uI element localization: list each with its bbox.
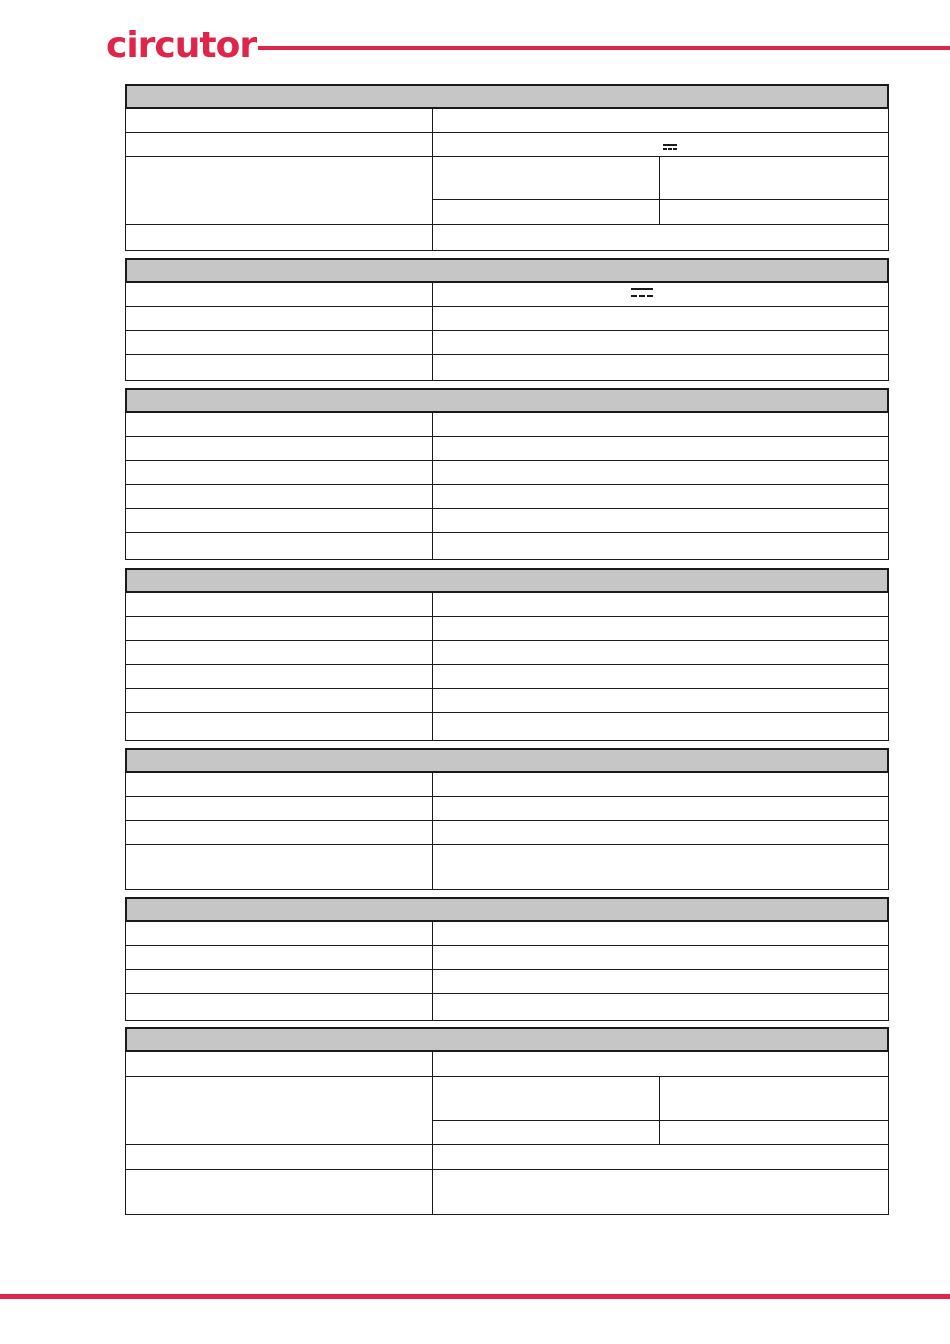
logo-wordmark: circutor bbox=[106, 25, 257, 66]
value-cell bbox=[432, 282, 889, 308]
value-cell bbox=[432, 712, 889, 741]
label-cell bbox=[125, 412, 434, 438]
value-cell bbox=[432, 460, 889, 486]
label-cell bbox=[125, 1169, 434, 1215]
label-cell bbox=[125, 224, 434, 251]
value-cell bbox=[432, 772, 889, 798]
table-section-header bbox=[125, 84, 889, 109]
value-cell-left bbox=[432, 156, 661, 201]
label-cell bbox=[125, 156, 434, 226]
value-cell bbox=[432, 640, 889, 666]
label-cell bbox=[125, 532, 434, 560]
value-cell bbox=[432, 508, 889, 534]
label-cell bbox=[125, 820, 434, 846]
label-cell bbox=[125, 772, 434, 798]
label-cell bbox=[125, 969, 434, 995]
value-cell bbox=[432, 921, 889, 947]
value-cell-right bbox=[659, 1076, 889, 1122]
spec-table-1 bbox=[125, 84, 889, 251]
value-cell-left bbox=[432, 199, 661, 226]
spec-table-7 bbox=[125, 1027, 889, 1215]
label-cell bbox=[125, 436, 434, 462]
value-cell bbox=[432, 969, 889, 995]
label-cell bbox=[125, 108, 434, 134]
table-section-header bbox=[125, 897, 889, 922]
value-cell bbox=[432, 330, 889, 356]
label-cell bbox=[125, 1051, 434, 1078]
table-section-header bbox=[125, 1027, 889, 1052]
value-cell bbox=[432, 412, 889, 438]
value-cell bbox=[432, 132, 889, 158]
value-cell-left bbox=[432, 1120, 661, 1146]
label-cell bbox=[125, 330, 434, 356]
value-cell bbox=[432, 484, 889, 510]
label-cell bbox=[125, 844, 434, 890]
value-cell bbox=[432, 1051, 889, 1078]
label-cell bbox=[125, 484, 434, 510]
value-cell bbox=[432, 796, 889, 822]
label-cell bbox=[125, 616, 434, 642]
value-cell bbox=[432, 354, 889, 381]
spec-table-2 bbox=[125, 258, 889, 381]
label-cell bbox=[125, 688, 434, 714]
value-cell bbox=[432, 993, 889, 1021]
value-cell bbox=[432, 844, 889, 890]
label-cell bbox=[125, 1076, 434, 1146]
direct-current-icon bbox=[663, 144, 677, 150]
label-cell bbox=[125, 508, 434, 534]
footer-accent-line bbox=[0, 1294, 950, 1299]
value-cell bbox=[432, 592, 889, 618]
label-cell bbox=[125, 945, 434, 971]
label-cell bbox=[125, 993, 434, 1021]
value-cell bbox=[432, 820, 889, 846]
value-cell-right bbox=[659, 156, 889, 201]
value-cell bbox=[432, 1144, 889, 1171]
label-cell bbox=[125, 921, 434, 947]
direct-current-icon bbox=[631, 288, 653, 298]
label-cell bbox=[125, 640, 434, 666]
label-cell bbox=[125, 306, 434, 332]
header-accent-line bbox=[258, 46, 950, 50]
value-cell bbox=[432, 664, 889, 690]
value-cell bbox=[432, 616, 889, 642]
value-cell bbox=[432, 1169, 889, 1215]
value-cell bbox=[432, 532, 889, 560]
value-cell-left bbox=[432, 1076, 661, 1122]
table-section-header bbox=[125, 388, 889, 413]
table-section-header bbox=[125, 748, 889, 773]
value-cell bbox=[432, 436, 889, 462]
label-cell bbox=[125, 664, 434, 690]
circutor-logo bbox=[106, 26, 256, 66]
value-cell-right bbox=[659, 1120, 889, 1146]
value-cell bbox=[432, 688, 889, 714]
label-cell bbox=[125, 354, 434, 381]
value-cell bbox=[432, 224, 889, 251]
label-cell bbox=[125, 460, 434, 486]
spec-table-5 bbox=[125, 748, 889, 890]
label-cell bbox=[125, 282, 434, 308]
label-cell bbox=[125, 592, 434, 618]
label-cell bbox=[125, 1144, 434, 1171]
value-cell bbox=[432, 945, 889, 971]
spec-table-6 bbox=[125, 897, 889, 1021]
label-cell bbox=[125, 796, 434, 822]
table-section-header bbox=[125, 568, 889, 593]
value-cell bbox=[432, 108, 889, 134]
label-cell bbox=[125, 712, 434, 741]
value-cell bbox=[432, 306, 889, 332]
spec-table-3 bbox=[125, 388, 889, 560]
spec-table-4 bbox=[125, 568, 889, 741]
value-cell-right bbox=[659, 199, 889, 226]
label-cell bbox=[125, 132, 434, 158]
table-section-header bbox=[125, 258, 889, 283]
